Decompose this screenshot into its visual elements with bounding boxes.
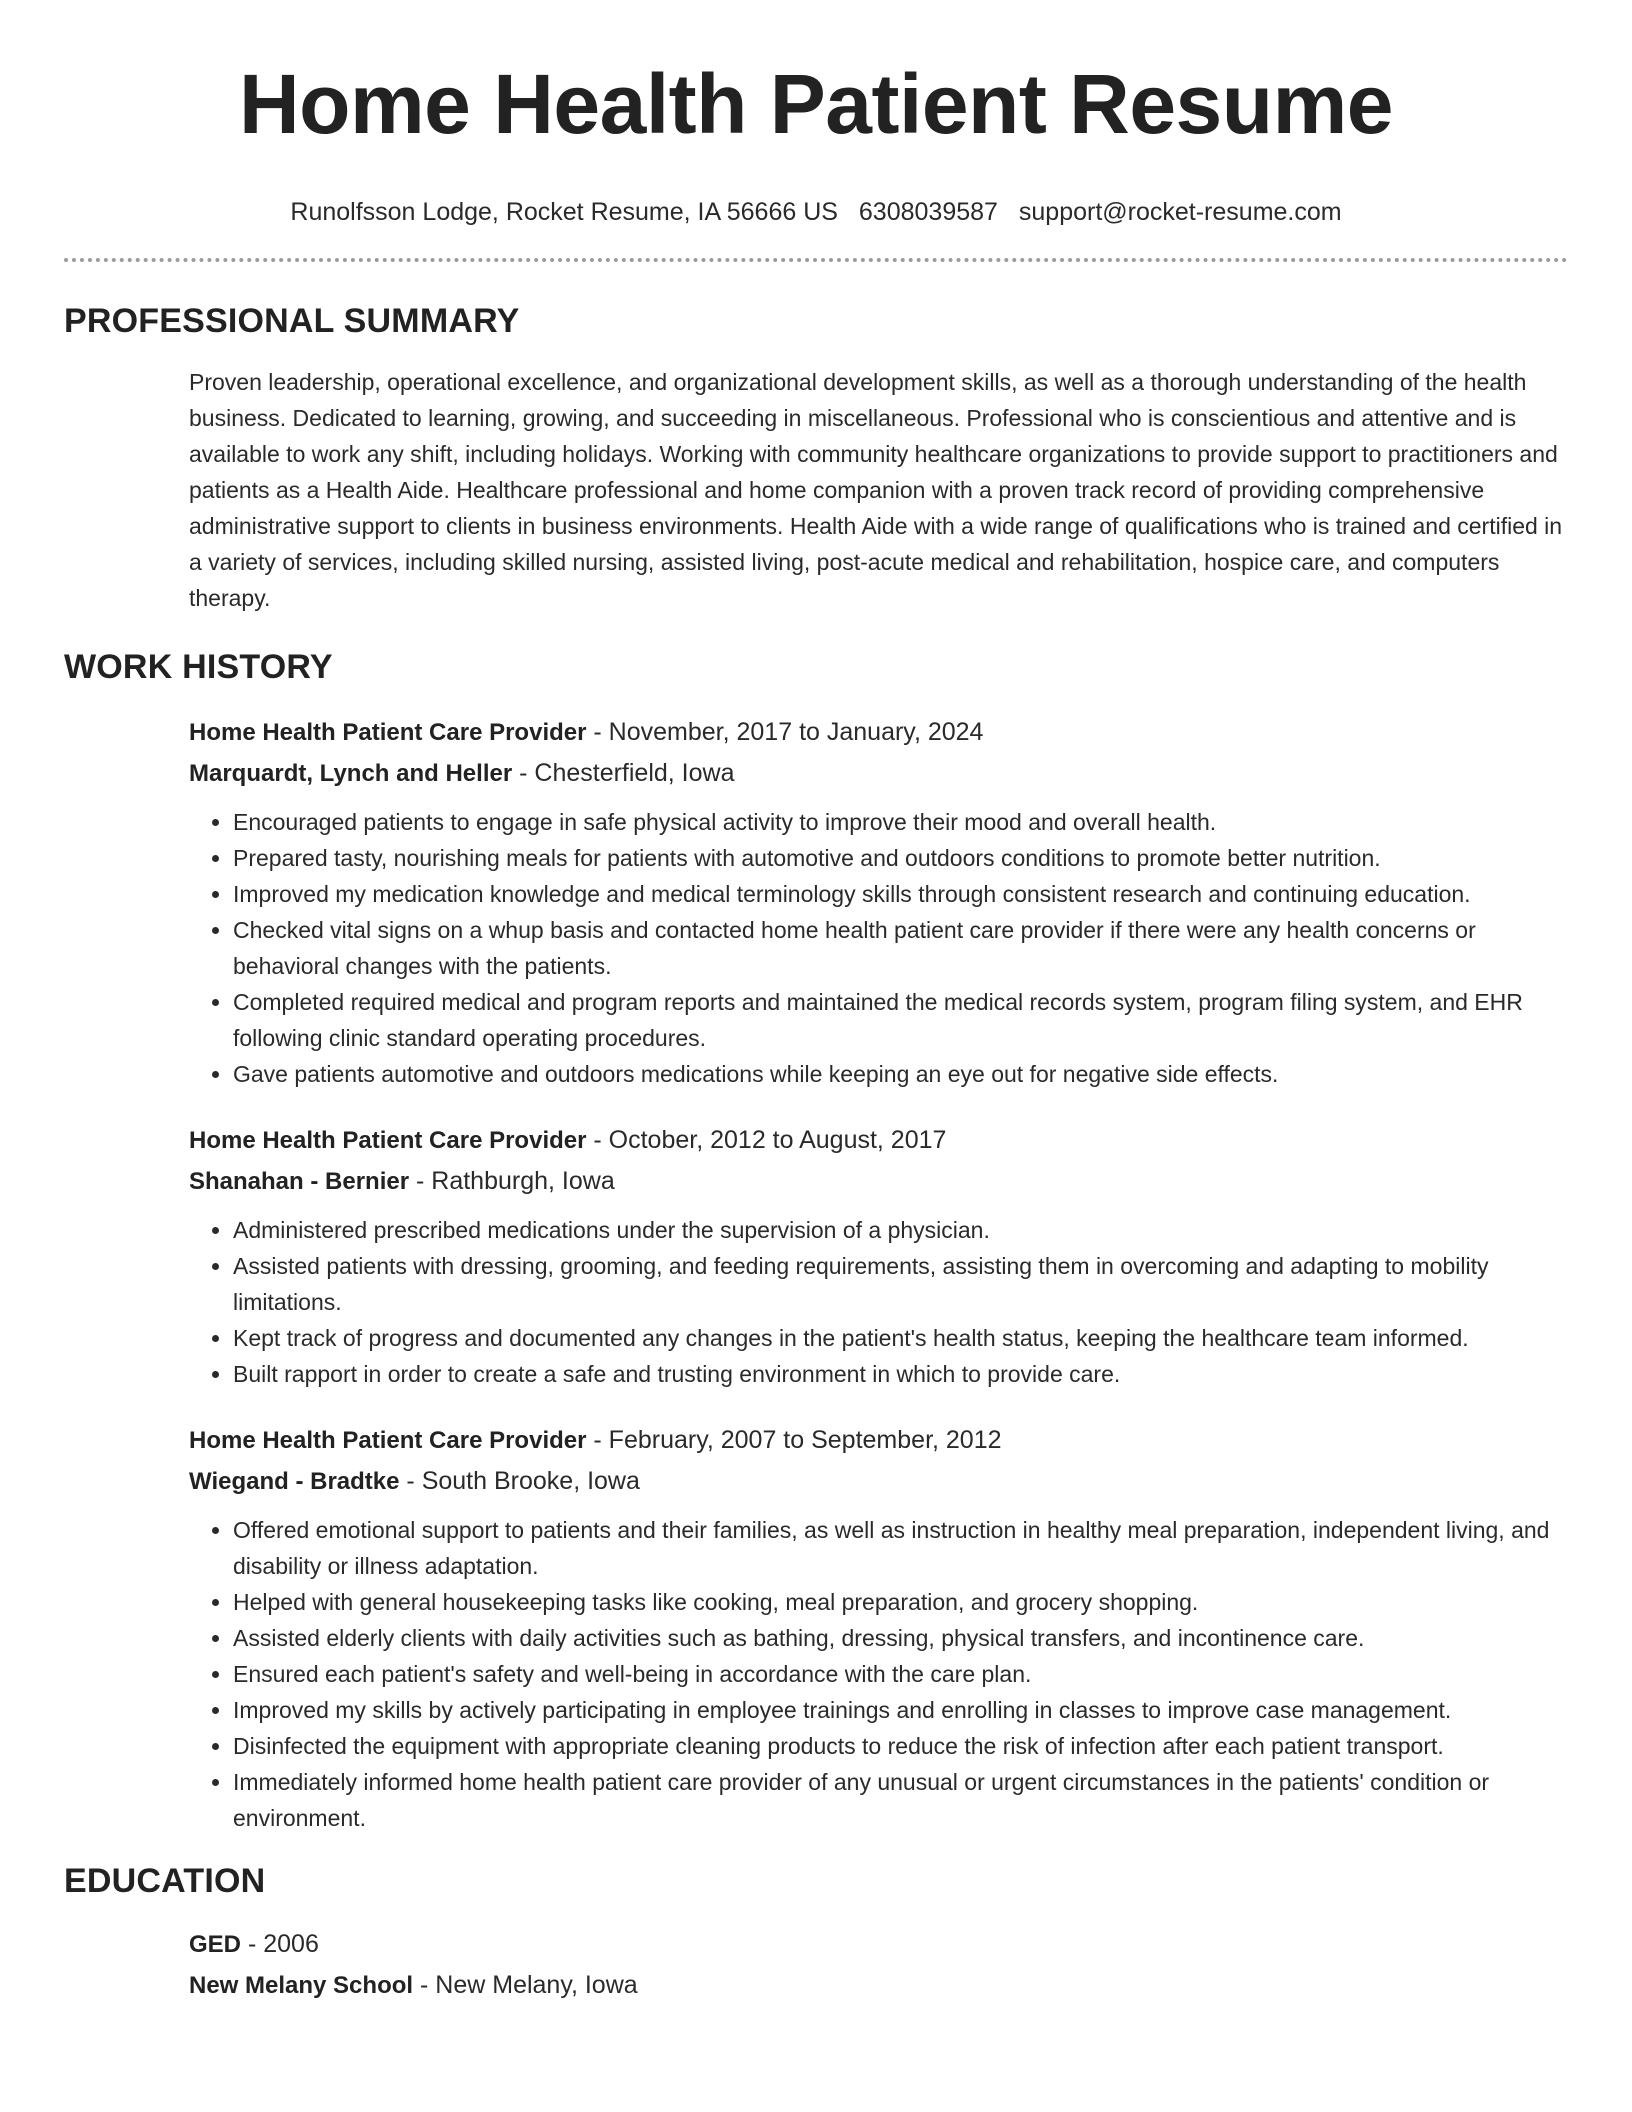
job-location: - Rathburgh, Iowa bbox=[409, 1167, 615, 1195]
contact-phone: 6308039587 bbox=[858, 198, 998, 226]
summary-section bbox=[64, 300, 1568, 616]
education-location: - New Melany, Iowa bbox=[413, 1971, 638, 1999]
job-company: Shanahan - Bernier bbox=[189, 1168, 410, 1195]
summary-title: PROFESSIONAL SUMMARY bbox=[64, 302, 520, 340]
contact-address: Runolfsson Lodge, Rocket Resume, IA 56666 US bbox=[290, 198, 838, 226]
job-bullet: • Helped with general housekeeping tasks like cooking, meal preparation, and grocery shopping. bbox=[233, 1584, 1568, 1620]
job-bullet: • Offered emotional support to patients and their families, as well as instruction in healthy meal preparation, independent living, and disability or illness adaptation. bbox=[233, 1512, 1568, 1584]
education-title: EDUCATION bbox=[64, 1862, 266, 1900]
job-entry bbox=[189, 1420, 1568, 1836]
job-bullet: • Disinfected the equipment with appropriate cleaning products to reduce the risk of infection after each patient transport. bbox=[233, 1728, 1568, 1764]
job-bullet: • Built rapport in order to create a safe and trusting environment in which to provide care. bbox=[233, 1356, 1568, 1392]
job-dates: - November, 2017 to January, 2024 bbox=[586, 718, 984, 746]
education-year: - 2006 bbox=[241, 1930, 319, 1958]
education-degree-line bbox=[189, 1924, 1568, 1965]
job-title-line bbox=[189, 1120, 1568, 1161]
job-bullet: • Gave patients automotive and outdoors medications while keeping an eye out for negative side effects. bbox=[233, 1056, 1568, 1092]
job-bullet: • Kept track of progress and documented any changes in the patient's health status, keeping the healthcare team informed. bbox=[233, 1320, 1568, 1356]
job-dates: - February, 2007 to September, 2012 bbox=[586, 1426, 1002, 1454]
job-bullet: • Prepared tasty, nourishing meals for patients with automotive and outdoors conditions to promote better nutrition. bbox=[233, 840, 1568, 876]
job-location: - South Brooke, Iowa bbox=[399, 1467, 640, 1495]
contact-line bbox=[64, 196, 1568, 228]
job-bullets bbox=[189, 804, 1568, 1092]
job-bullets bbox=[189, 1212, 1568, 1392]
job-bullet: • Completed required medical and program reports and maintained the medical records system, program filing system, and EHR following clinic standard operating procedures. bbox=[233, 984, 1568, 1056]
job-bullet: • Immediately informed home health patient care provider of any unusual or urgent circumstances in the patients' condition or environment. bbox=[233, 1764, 1568, 1836]
job-title-line bbox=[189, 712, 1568, 753]
header-divider bbox=[64, 258, 1568, 262]
job-bullet: • Assisted patients with dressing, grooming, and feeding requirements, assisting them in overcoming and adapting to mobility limitations. bbox=[233, 1248, 1568, 1320]
job-company: Marquardt, Lynch and Heller bbox=[189, 760, 513, 787]
resume-name: Home Health Patient Resume bbox=[239, 57, 1393, 151]
education-degree: GED bbox=[189, 1931, 242, 1958]
resume-header bbox=[64, 0, 1568, 228]
job-company: Wiegand - Bradtke bbox=[189, 1468, 400, 1495]
job-bullet: • Assisted elderly clients with daily activities such as bathing, dressing, physical transfers, and incontinence care. bbox=[233, 1620, 1568, 1656]
education-school: New Melany School bbox=[189, 1972, 414, 1999]
job-location: - Chesterfield, Iowa bbox=[512, 759, 735, 787]
work-history-title: WORK HISTORY bbox=[64, 648, 333, 686]
job-bullet: • Improved my medication knowledge and medical terminology skills through consistent research and continuing education. bbox=[233, 876, 1568, 912]
work-history-section bbox=[64, 646, 1568, 1836]
job-role: Home Health Patient Care Provider bbox=[189, 719, 587, 746]
education-section bbox=[64, 1860, 1568, 2006]
job-bullet: • Ensured each patient's safety and well-being in accordance with the care plan. bbox=[233, 1656, 1568, 1692]
job-entry bbox=[189, 712, 1568, 1092]
job-bullet: • Checked vital signs on a whup basis and contacted home health patient care provider if there were any health concerns or behavioral changes with the patients. bbox=[233, 912, 1568, 984]
education-entry bbox=[189, 1924, 1568, 2006]
job-company-line bbox=[189, 753, 1568, 794]
education-school-line bbox=[189, 1965, 1568, 2006]
job-title-line bbox=[189, 1420, 1568, 1461]
job-company-line bbox=[189, 1161, 1568, 1202]
summary-text: Proven leadership, operational excellence, and organizational development skills, as well as a thorough understanding of the health business. Dedicated to learning, growing, and succeeding in miscellaneous. Professional who is conscientious and attentive and is available to work any shift, including holidays. Working with community healthcare organizations to provide support to practitioners and patients as a Health Aide. Healthcare professional and home companion with a proven track record of providing comprehensive administrative support to clients in business environments. Health Aide with a wide range of qualifications who is trained and certified in a variety of services, including skilled nursing, assisted living, post-acute medical and rehabilitation, hospice care, and computers therapy. bbox=[189, 369, 1563, 611]
job-company-line bbox=[189, 1461, 1568, 1502]
contact-email: support@rocket-resume.com bbox=[1018, 198, 1342, 226]
job-bullet: • Improved my skills by actively participating in employee trainings and enrolling in classes to improve case management. bbox=[233, 1692, 1568, 1728]
jobs-list bbox=[189, 712, 1568, 1836]
job-role: Home Health Patient Care Provider bbox=[189, 1427, 587, 1454]
job-dates: - October, 2012 to August, 2017 bbox=[586, 1126, 947, 1154]
job-entry bbox=[189, 1120, 1568, 1392]
job-bullet: • Encouraged patients to engage in safe physical activity to improve their mood and overall health. bbox=[233, 804, 1568, 840]
job-bullets bbox=[189, 1512, 1568, 1836]
job-role: Home Health Patient Care Provider bbox=[189, 1127, 587, 1154]
job-bullet: • Administered prescribed medications under the supervision of a physician. bbox=[233, 1212, 1568, 1248]
